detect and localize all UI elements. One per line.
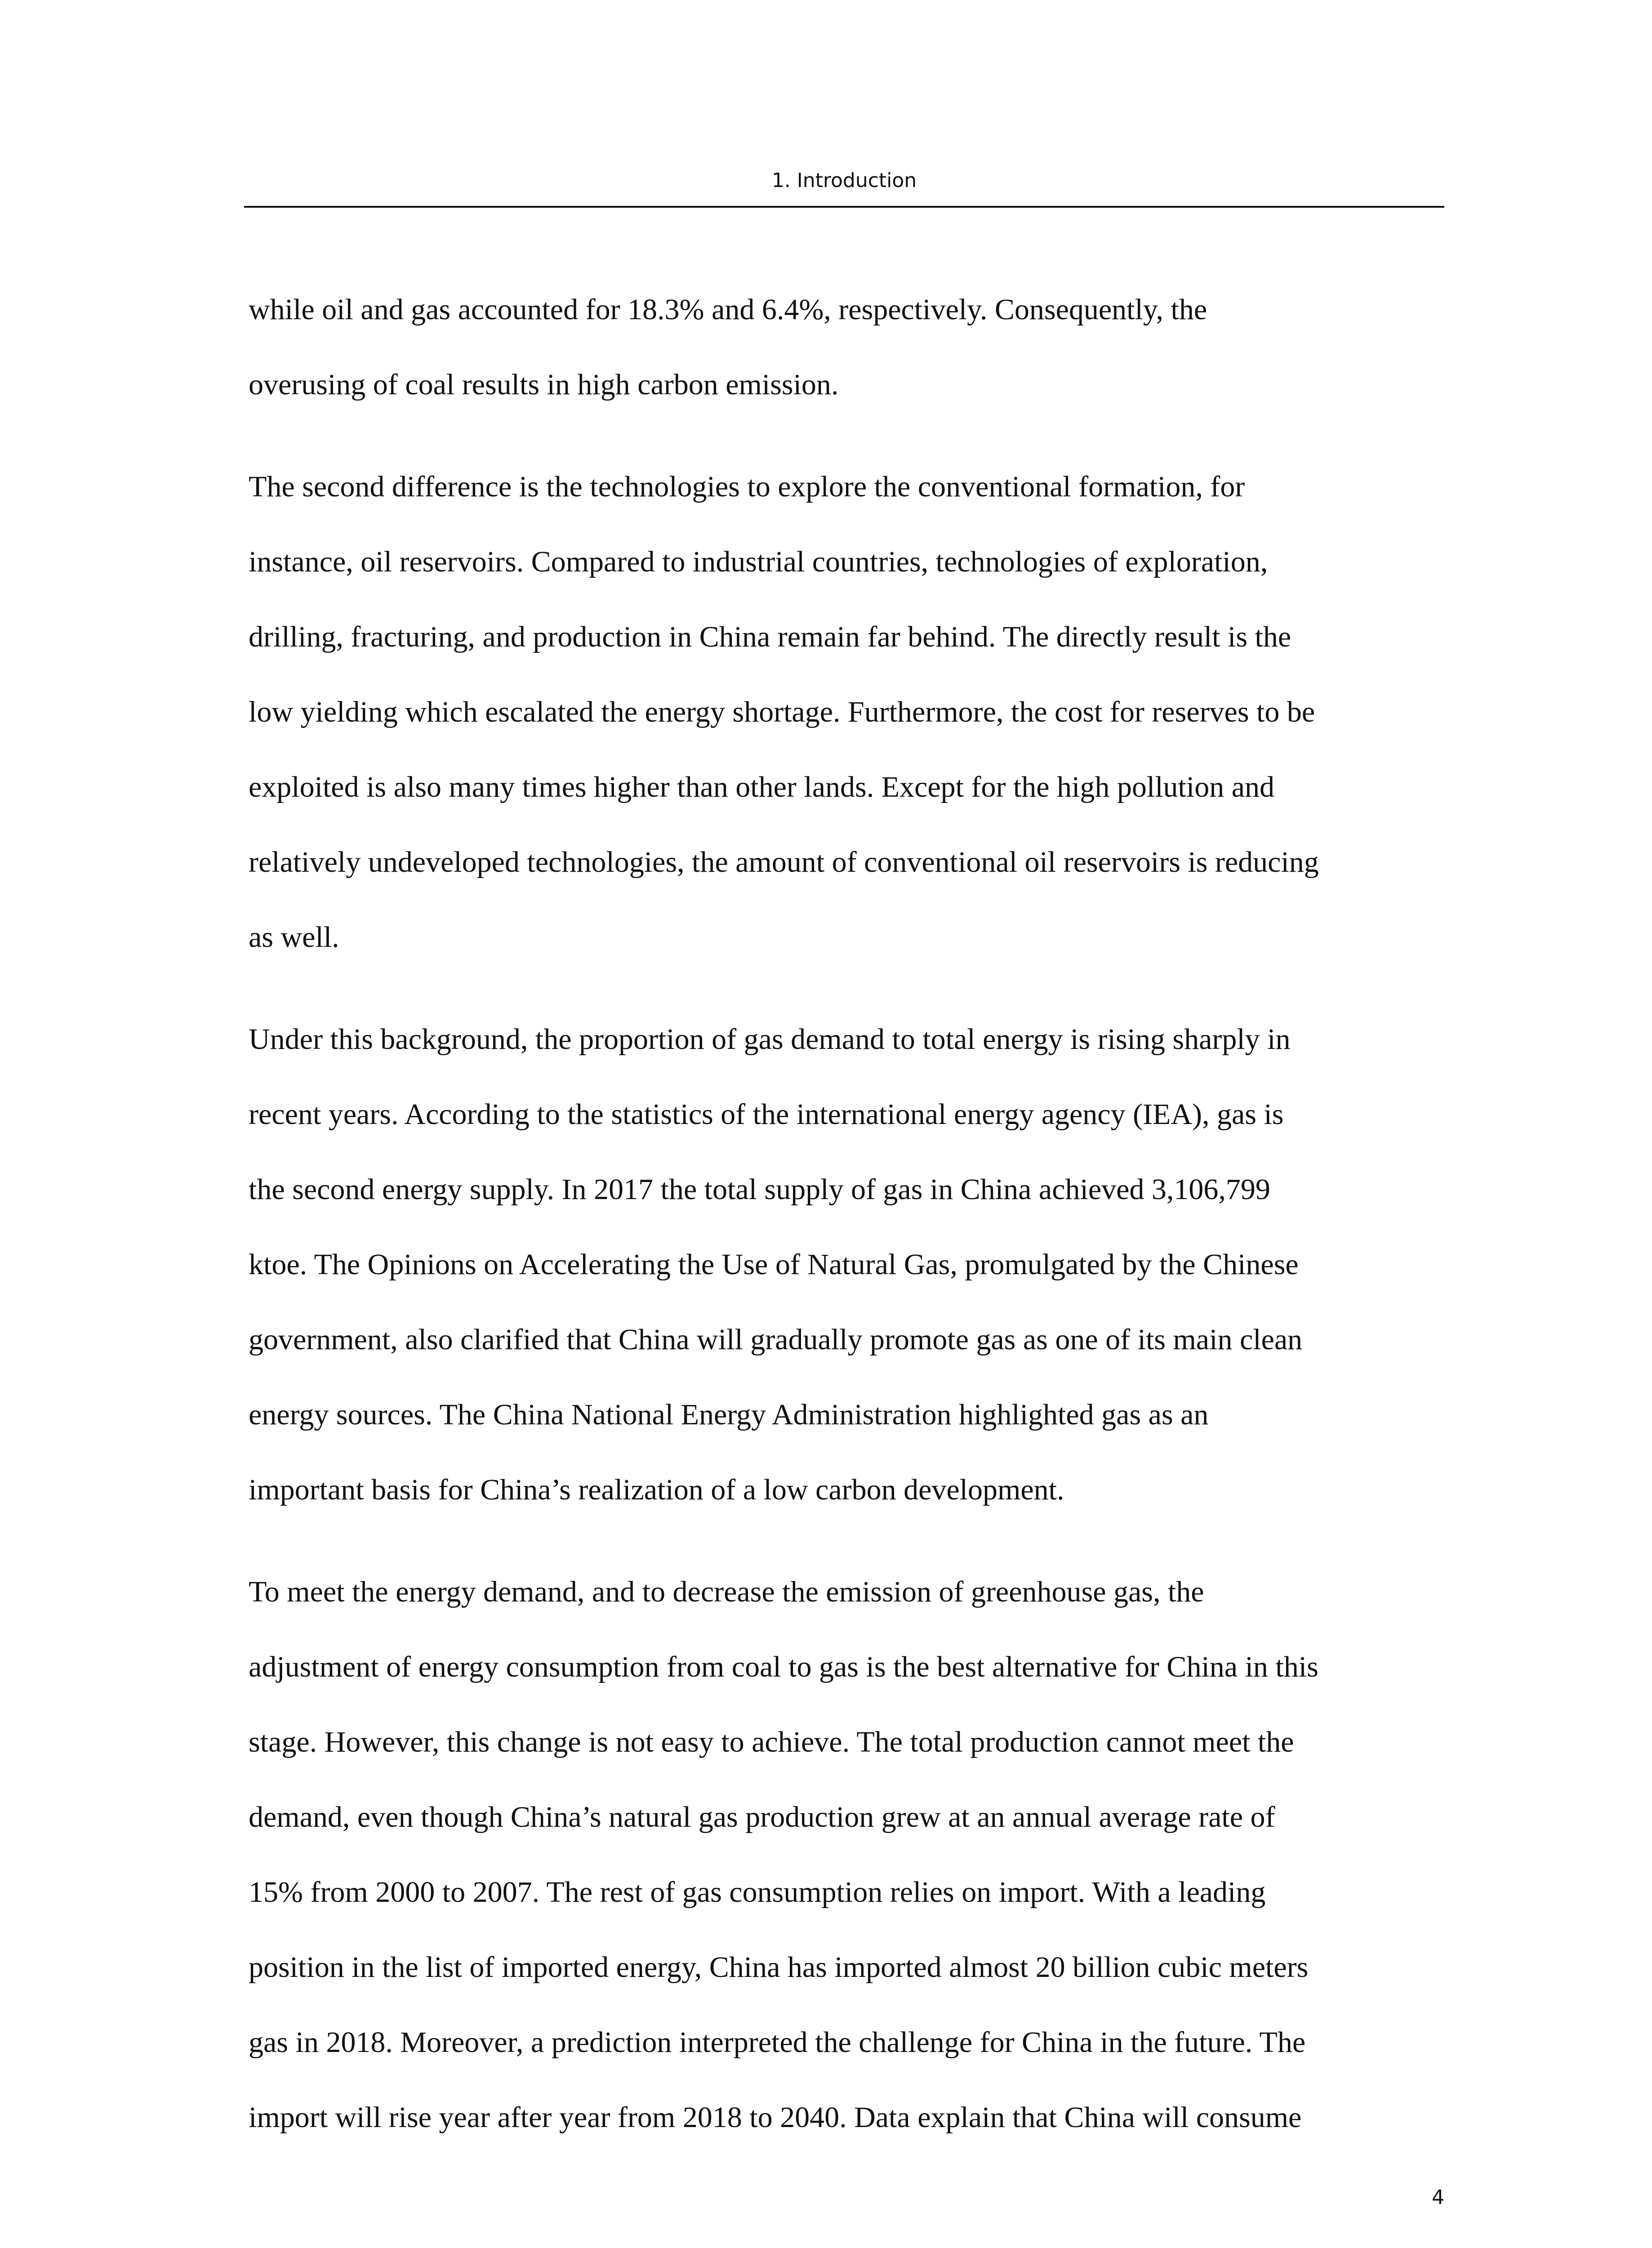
text-line: gas in 2018. Moreover, a prediction interpreted the challenge for China in the future. The [249, 2026, 1306, 2059]
text-line: relatively undeveloped technologies, the amount of conventional oil reservoirs is reducing [249, 846, 1319, 879]
header-divider [244, 206, 1444, 208]
text-line: position in the list of imported energy, China has imported almost 20 billion cubic meters [249, 1951, 1309, 1984]
text-line: 15% from 2000 to 2007. The rest of gas consumption relies on import. With a leading [249, 1876, 1266, 1909]
text-line: exploited is also many times higher than other lands. Except for the high pollution and [249, 771, 1275, 803]
text-line: drilling, fracturing, and production in China remain far behind. The directly result is the [249, 620, 1291, 653]
text-line: adjustment of energy consumption from coal to gas is the best alternative for China in this [249, 1650, 1318, 1683]
text-line: To meet the energy demand, and to decrease the emission of greenhouse gas, the [249, 1575, 1204, 1608]
running-header: 1. Introduction [771, 169, 917, 192]
paragraph-3 [249, 1002, 1444, 1527]
page-number: 4 [1432, 2186, 1444, 2209]
text-line: energy sources. The China National Energy Administration highlighted gas as an [249, 1398, 1209, 1431]
text-line: low yielding which escalated the energy shortage. Furthermore, the cost for reserves to be [249, 696, 1315, 728]
text-line: The second difference is the technologies to explore the conventional formation, for [249, 470, 1245, 503]
text-line: Under this background, the proportion of gas demand to total energy is rising sharply in [249, 1023, 1291, 1056]
text-line: overusing of coal results in high carbon emission. [249, 368, 839, 401]
body-text [249, 272, 1444, 2155]
text-line: import will rise year after year from 2018 to 2040. Data explain that China will consume [249, 2101, 1302, 2134]
text-line: demand, even though China’s natural gas production grew at an annual average rate of [249, 1801, 1275, 1833]
text-line: while oil and gas accounted for 18.3% and 6.4%, respectively. Consequently, the [249, 293, 1207, 326]
text-line: ktoe. The Opinions on Accelerating the Use of Natural Gas, promulgated by the Chinese [249, 1248, 1299, 1281]
text-line: recent years. According to the statistics of the international energy agency (IEA), gas is [249, 1098, 1284, 1131]
text-line: government, also clarified that China will gradually promote gas as one of its main clean [249, 1323, 1303, 1356]
text-line: stage. However, this change is not easy to achieve. The total production cannot meet the [249, 1726, 1294, 1758]
text-line: instance, oil reservoirs. Compared to industrial countries, technologies of exploration, [249, 545, 1268, 578]
text-line: as well. [249, 921, 339, 954]
text-line: important basis for China’s realization of a low carbon development. [249, 1473, 1064, 1506]
text-line: the second energy supply. In 2017 the total supply of gas in China achieved 3,106,799 [249, 1173, 1270, 1206]
paragraph-4 [249, 1554, 1444, 2155]
paragraph-2 [249, 449, 1444, 975]
paragraph-1 [249, 272, 1444, 422]
